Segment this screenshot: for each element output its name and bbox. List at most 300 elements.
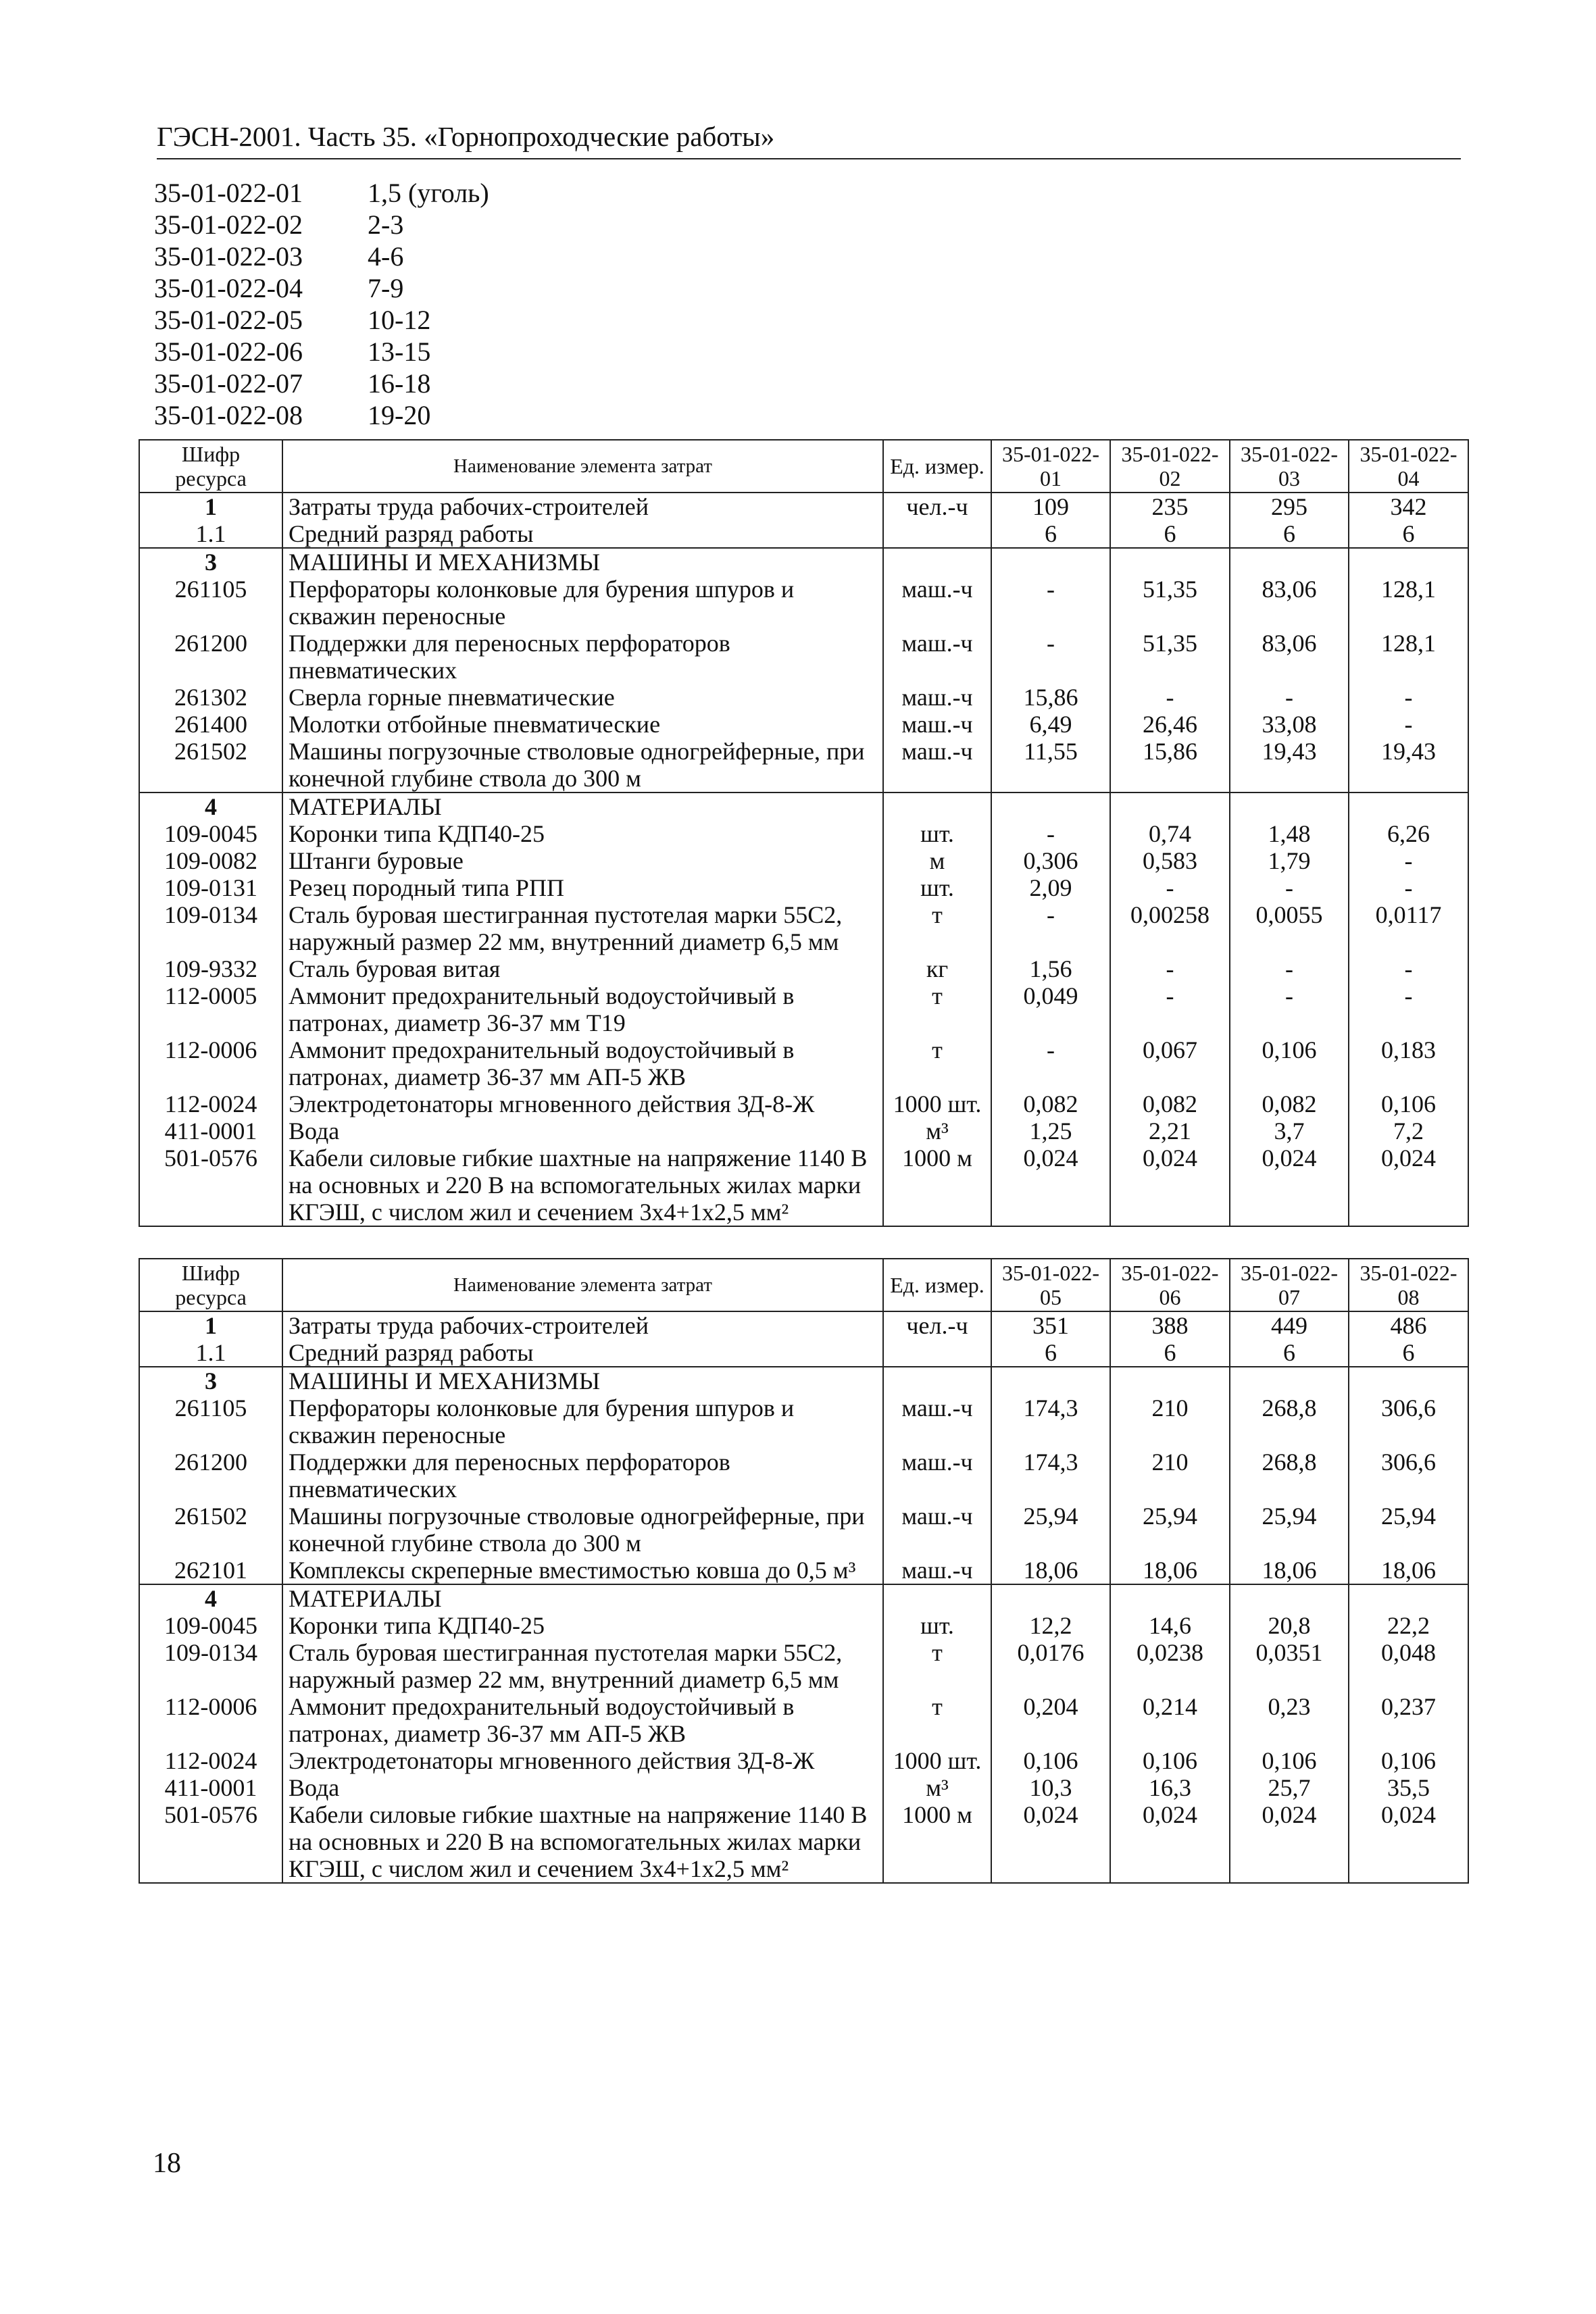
resource-code: 261105	[139, 1394, 282, 1449]
resource-name: Аммонит предохранительный водоустойчивый в патронах, диаметр 36-37 мм АП-5 ЖВ	[282, 1693, 883, 1747]
resource-value-2: 0,106	[1110, 1747, 1230, 1774]
resource-name: Коронки типа КДП40-25	[282, 1612, 883, 1639]
resource-unit: т	[883, 901, 991, 955]
resource-value-3: 1,48	[1230, 820, 1349, 847]
table-row	[139, 1090, 1468, 1117]
table-row	[139, 1503, 1468, 1557]
resource-name: Сталь буровая витая	[282, 955, 883, 982]
resource-value-3: 25,7	[1230, 1774, 1349, 1801]
resource-value-1: 11,55	[991, 738, 1110, 793]
resource-value-4	[1349, 1584, 1468, 1612]
resource-code: 1	[139, 1311, 282, 1339]
header-col-4: 35-01-022-08	[1349, 1259, 1468, 1311]
resource-value-1: 12,2	[991, 1612, 1110, 1639]
resource-value-2: 26,46	[1110, 711, 1230, 738]
resource-value-4: 0,024	[1349, 1145, 1468, 1226]
code-list-item	[154, 304, 489, 336]
resource-value-2: -	[1110, 955, 1230, 982]
resource-value-2: 388	[1110, 1311, 1230, 1339]
resource-name: Аммонит предохранительный водоустойчивый в патронах, диаметр 36-37 мм АП-5 ЖВ	[282, 1036, 883, 1090]
header-code: Шифр ресурса	[139, 1259, 282, 1311]
header-col-2: 35-01-022-02	[1110, 440, 1230, 493]
resource-value-3: -	[1230, 874, 1349, 901]
resource-value-4: 128,1	[1349, 576, 1468, 630]
resource-value-2: 0,067	[1110, 1036, 1230, 1090]
resource-value-1: 0,082	[991, 1090, 1110, 1117]
resource-name: Вода	[282, 1774, 883, 1801]
table-row	[139, 1367, 1468, 1394]
resource-unit: м³	[883, 1774, 991, 1801]
resource-value-4	[1349, 793, 1468, 820]
resource-value-1: 351	[991, 1311, 1110, 1339]
resource-value-4: -	[1349, 684, 1468, 711]
resource-name: Поддержки для переносных перфораторов пневматических	[282, 630, 883, 684]
resource-value-1: -	[991, 901, 1110, 955]
table-row	[139, 874, 1468, 901]
resource-value-1: 0,049	[991, 982, 1110, 1036]
header-name: Наименование элемента затрат	[282, 440, 883, 493]
resource-value-1	[991, 548, 1110, 576]
resource-value-2: 2,21	[1110, 1117, 1230, 1145]
resource-value-2	[1110, 793, 1230, 820]
resource-name: Поддержки для переносных перфораторов пневматических	[282, 1449, 883, 1503]
resource-value-2: 14,6	[1110, 1612, 1230, 1639]
resource-value-4: 0,237	[1349, 1693, 1468, 1747]
table-row	[139, 793, 1468, 820]
resource-value-4: 22,2	[1349, 1612, 1468, 1639]
resource-value-4: 486	[1349, 1311, 1468, 1339]
resource-code: 1	[139, 493, 282, 520]
resource-unit: чел.-ч	[883, 1311, 991, 1339]
resource-value-4: -	[1349, 711, 1468, 738]
table-row	[139, 1693, 1468, 1747]
resource-name: МАШИНЫ И МЕХАНИЗМЫ	[282, 1367, 883, 1394]
resource-code: 3	[139, 1367, 282, 1394]
resource-value-2: 51,35	[1110, 630, 1230, 684]
resource-value-3: 6	[1230, 520, 1349, 548]
resource-code: 411-0001	[139, 1774, 282, 1801]
resource-value-3: 0,024	[1230, 1801, 1349, 1883]
resource-unit	[883, 520, 991, 548]
code-list-code: 35-01-022-02	[154, 209, 303, 240]
resource-value-2: 51,35	[1110, 576, 1230, 630]
resource-name: Электродетонаторы мгновенного действия ЗД-8-Ж	[282, 1090, 883, 1117]
code-list-item	[154, 368, 489, 399]
resource-unit: 1000 м	[883, 1145, 991, 1226]
resource-code: 109-0131	[139, 874, 282, 901]
resource-name: Сталь буровая шестигранная пустотелая марки 55С2, наружный размер 22 мм, внутренний диаметр 6,5 мм	[282, 901, 883, 955]
resource-value-3: 449	[1230, 1311, 1349, 1339]
resource-name: Затраты труда рабочих-строителей	[282, 1311, 883, 1339]
table-row	[139, 847, 1468, 874]
table-row	[139, 982, 1468, 1036]
resource-value-4: 6	[1349, 520, 1468, 548]
resource-value-2: 210	[1110, 1394, 1230, 1449]
resource-value-2: 6	[1110, 520, 1230, 548]
resource-name: Вода	[282, 1117, 883, 1145]
resource-value-2	[1110, 1367, 1230, 1394]
resource-name: Затраты труда рабочих-строителей	[282, 493, 883, 520]
resource-name: Машины погрузочные стволовые одногрейферные, при конечной глубине ствола до 300 м	[282, 738, 883, 793]
table-row	[139, 1394, 1468, 1449]
code-list-code: 35-01-022-01	[154, 178, 303, 208]
table-row	[139, 738, 1468, 793]
resource-name: Средний разряд работы	[282, 520, 883, 548]
resource-unit: т	[883, 1693, 991, 1747]
table-row	[139, 1612, 1468, 1639]
code-list-code: 35-01-022-05	[154, 305, 303, 335]
resource-value-2: 0,583	[1110, 847, 1230, 874]
resource-unit: кг	[883, 955, 991, 982]
resource-unit	[883, 1367, 991, 1394]
resource-value-4: -	[1349, 955, 1468, 982]
resource-unit: шт.	[883, 820, 991, 847]
resource-value-2: 235	[1110, 493, 1230, 520]
resource-value-1: 174,3	[991, 1449, 1110, 1503]
resource-value-2: -	[1110, 684, 1230, 711]
table-row	[139, 711, 1468, 738]
resource-value-1	[991, 1367, 1110, 1394]
table-row	[139, 1311, 1468, 1339]
resource-unit: маш.-ч	[883, 684, 991, 711]
resource-unit	[883, 1339, 991, 1367]
resource-value-4	[1349, 548, 1468, 576]
resource-unit: маш.-ч	[883, 1449, 991, 1503]
resource-value-3: 0,106	[1230, 1036, 1349, 1090]
resource-value-1: 0,0176	[991, 1639, 1110, 1693]
code-list-item	[154, 336, 489, 368]
resource-value-1	[991, 793, 1110, 820]
resource-value-2: -	[1110, 874, 1230, 901]
resource-name: Сверла горные пневматические	[282, 684, 883, 711]
resource-value-1: 1,25	[991, 1117, 1110, 1145]
header-code: Шифр ресурса	[139, 440, 282, 493]
resource-value-3: 0,106	[1230, 1747, 1349, 1774]
resource-code: 112-0024	[139, 1747, 282, 1774]
resource-name: Перфораторы колонковые для бурения шпуров и скважин переносные	[282, 576, 883, 630]
resource-name: Сталь буровая шестигранная пустотелая марки 55С2, наружный размер 22 мм, внутренний диаметр 6,5 мм	[282, 1639, 883, 1693]
resource-value-1: 15,86	[991, 684, 1110, 711]
resource-unit	[883, 793, 991, 820]
resource-value-3: 1,79	[1230, 847, 1349, 874]
code-list-item	[154, 241, 489, 272]
resource-unit: 1000 шт.	[883, 1090, 991, 1117]
resource-value-1: 174,3	[991, 1394, 1110, 1449]
resource-unit: м	[883, 847, 991, 874]
resource-code: 109-9332	[139, 955, 282, 982]
resource-value-3: 20,8	[1230, 1612, 1349, 1639]
resource-value-3: 0,0351	[1230, 1639, 1349, 1693]
resource-value-2: 0,0238	[1110, 1639, 1230, 1693]
code-list-value: 4-6	[368, 241, 404, 272]
table-row	[139, 576, 1468, 630]
resource-value-4: 306,6	[1349, 1394, 1468, 1449]
resource-value-4: 306,6	[1349, 1449, 1468, 1503]
header-col-1: 35-01-022-01	[991, 440, 1110, 493]
table-row	[139, 1584, 1468, 1612]
resource-value-4: 128,1	[1349, 630, 1468, 684]
resource-code: 501-0576	[139, 1801, 282, 1883]
resource-value-3: 0,082	[1230, 1090, 1349, 1117]
resource-value-3: 18,06	[1230, 1557, 1349, 1584]
resource-value-3	[1230, 1584, 1349, 1612]
resource-table-2	[139, 1258, 1469, 1884]
resource-value-4: 18,06	[1349, 1557, 1468, 1584]
resource-value-4: 0,0117	[1349, 901, 1468, 955]
table-row	[139, 1557, 1468, 1584]
resource-value-4: 19,43	[1349, 738, 1468, 793]
resource-name: МАТЕРИАЛЫ	[282, 1584, 883, 1612]
resource-value-3: 19,43	[1230, 738, 1349, 793]
resource-value-3	[1230, 1367, 1349, 1394]
resource-value-2: 0,024	[1110, 1145, 1230, 1226]
page-number: 18	[153, 2148, 181, 2179]
resource-value-1: 25,94	[991, 1503, 1110, 1557]
resource-value-1: 6	[991, 1339, 1110, 1367]
resource-value-2: 15,86	[1110, 738, 1230, 793]
table-row	[139, 684, 1468, 711]
code-list-item	[154, 272, 489, 304]
resource-value-1: 6	[991, 520, 1110, 548]
resource-value-4: -	[1349, 874, 1468, 901]
code-list-value: 1,5 (уголь)	[368, 178, 489, 208]
resource-name: Штанги буровые	[282, 847, 883, 874]
resource-unit: маш.-ч	[883, 1394, 991, 1449]
resource-code: 411-0001	[139, 1117, 282, 1145]
resource-value-2	[1110, 1584, 1230, 1612]
resource-name: Коронки типа КДП40-25	[282, 820, 883, 847]
resource-value-4: 0,106	[1349, 1747, 1468, 1774]
resource-value-1: -	[991, 576, 1110, 630]
resource-value-2: 16,3	[1110, 1774, 1230, 1801]
code-list-value: 10-12	[368, 305, 431, 335]
resource-value-3: -	[1230, 982, 1349, 1036]
header-col-3: 35-01-022-03	[1230, 440, 1349, 493]
resource-code: 261302	[139, 684, 282, 711]
resource-name: Кабели силовые гибкие шахтные на напряжение 1140 В на основных и 220 В на вспомогательных жилах марки КГЭШ, с числом жил и сечением 3x4+1x2,5 мм²	[282, 1801, 883, 1883]
code-list-code: 35-01-022-03	[154, 241, 303, 272]
code-list-item	[154, 399, 489, 431]
code-list-code: 35-01-022-06	[154, 336, 303, 367]
table-row	[139, 901, 1468, 955]
header-unit: Ед. измер.	[883, 440, 991, 493]
code-list-code: 35-01-022-04	[154, 273, 303, 303]
resource-value-1: 0,106	[991, 1747, 1110, 1774]
resource-value-4: 0,183	[1349, 1036, 1468, 1090]
resource-unit: маш.-ч	[883, 576, 991, 630]
resource-value-2: 0,024	[1110, 1801, 1230, 1883]
resource-value-3: 0,024	[1230, 1145, 1349, 1226]
resource-name: Перфораторы колонковые для бурения шпуров и скважин переносные	[282, 1394, 883, 1449]
resource-value-3: 3,7	[1230, 1117, 1349, 1145]
resource-value-3: -	[1230, 955, 1349, 982]
table-row	[139, 1639, 1468, 1693]
resource-value-2: 210	[1110, 1449, 1230, 1503]
resource-code: 261400	[139, 711, 282, 738]
resource-unit: т	[883, 982, 991, 1036]
resource-unit: маш.-ч	[883, 1557, 991, 1584]
resource-value-4: -	[1349, 847, 1468, 874]
resource-value-2: 25,94	[1110, 1503, 1230, 1557]
table-row	[139, 493, 1468, 520]
resource-code: 109-0045	[139, 820, 282, 847]
code-list-value: 7-9	[368, 273, 404, 303]
resource-value-1: 0,024	[991, 1145, 1110, 1226]
resource-value-4: 25,94	[1349, 1503, 1468, 1557]
resource-unit: т	[883, 1036, 991, 1090]
resource-unit: т	[883, 1639, 991, 1693]
resource-unit: шт.	[883, 1612, 991, 1639]
resource-value-1: 18,06	[991, 1557, 1110, 1584]
header-col-3: 35-01-022-07	[1230, 1259, 1349, 1311]
resource-value-1: 6,49	[991, 711, 1110, 738]
resource-value-3: -	[1230, 684, 1349, 711]
resource-code: 4	[139, 793, 282, 820]
resource-value-3: 83,06	[1230, 630, 1349, 684]
resource-value-4: 0,048	[1349, 1639, 1468, 1693]
resource-value-3: 268,8	[1230, 1394, 1349, 1449]
resource-value-4: 7,2	[1349, 1117, 1468, 1145]
header-col-1: 35-01-022-05	[991, 1259, 1110, 1311]
resource-value-1	[991, 1584, 1110, 1612]
resource-code: 261502	[139, 1503, 282, 1557]
table-row	[139, 1036, 1468, 1090]
table-row	[139, 820, 1468, 847]
resource-value-2: 18,06	[1110, 1557, 1230, 1584]
resource-value-4: -	[1349, 982, 1468, 1036]
table-row	[139, 548, 1468, 576]
resource-value-2: -	[1110, 982, 1230, 1036]
resource-code: 1.1	[139, 1339, 282, 1367]
resource-code: 109-0134	[139, 901, 282, 955]
table-row	[139, 1747, 1468, 1774]
table-row	[139, 1801, 1468, 1883]
resource-name: Машины погрузочные стволовые одногрейферные, при конечной глубине ствола до 300 м	[282, 1503, 883, 1557]
resource-value-2: 0,00258	[1110, 901, 1230, 955]
resource-value-3: 0,0055	[1230, 901, 1349, 955]
resource-code: 501-0576	[139, 1145, 282, 1226]
resource-unit: чел.-ч	[883, 493, 991, 520]
resource-name: Аммонит предохранительный водоустойчивый в патронах, диаметр 36-37 мм Т19	[282, 982, 883, 1036]
resource-value-2	[1110, 548, 1230, 576]
code-list-item	[154, 209, 489, 241]
resource-code: 3	[139, 548, 282, 576]
resource-value-4	[1349, 1367, 1468, 1394]
resource-code: 112-0005	[139, 982, 282, 1036]
resource-value-3: 6	[1230, 1339, 1349, 1367]
resource-value-2: 0,082	[1110, 1090, 1230, 1117]
header-title: ГЭСН-2001. Часть 35. «Горнопроходческие работы»	[157, 121, 775, 152]
table-row	[139, 1117, 1468, 1145]
resource-value-1: -	[991, 820, 1110, 847]
resource-unit: маш.-ч	[883, 1503, 991, 1557]
header-col-2: 35-01-022-06	[1110, 1259, 1230, 1311]
resource-unit: маш.-ч	[883, 630, 991, 684]
resource-unit: 1000 шт.	[883, 1747, 991, 1774]
resource-value-1: 0,306	[991, 847, 1110, 874]
code-list-value: 16-18	[368, 368, 431, 399]
resource-value-4: 35,5	[1349, 1774, 1468, 1801]
header-unit: Ед. измер.	[883, 1259, 991, 1311]
resource-value-4: 6	[1349, 1339, 1468, 1367]
code-list-value: 19-20	[368, 400, 431, 430]
resource-value-1: 0,204	[991, 1693, 1110, 1747]
resource-value-3: 295	[1230, 493, 1349, 520]
page-header	[157, 120, 1461, 159]
code-list-item	[154, 177, 489, 209]
resource-unit	[883, 1584, 991, 1612]
resource-name: МАТЕРИАЛЫ	[282, 793, 883, 820]
code-list-code: 35-01-022-08	[154, 400, 303, 430]
resource-name: Кабели силовые гибкие шахтные на напряжение 1140 В на основных и 220 В на вспомогательных жилах марки КГЭШ, с числом жил и сечением 3x4+1x2,5 мм²	[282, 1145, 883, 1226]
code-list-value: 13-15	[368, 336, 431, 367]
resource-code: 261502	[139, 738, 282, 793]
table-header-row	[139, 440, 1468, 493]
resource-value-4: 0,024	[1349, 1801, 1468, 1883]
resource-value-1: 10,3	[991, 1774, 1110, 1801]
resource-unit: маш.-ч	[883, 738, 991, 793]
resource-value-3	[1230, 793, 1349, 820]
resource-value-3: 25,94	[1230, 1503, 1349, 1557]
resource-unit: м³	[883, 1117, 991, 1145]
resource-value-1: 109	[991, 493, 1110, 520]
resource-value-3: 0,23	[1230, 1693, 1349, 1747]
resource-name: Средний разряд работы	[282, 1339, 883, 1367]
table-row	[139, 1449, 1468, 1503]
resource-value-2: 0,214	[1110, 1693, 1230, 1747]
table-header-row	[139, 1259, 1468, 1311]
resource-name: Электродетонаторы мгновенного действия ЗД-8-Ж	[282, 1747, 883, 1774]
header-name: Наименование элемента затрат	[282, 1259, 883, 1311]
table-row	[139, 1145, 1468, 1226]
resource-name: Молотки отбойные пневматические	[282, 711, 883, 738]
resource-name: МАШИНЫ И МЕХАНИЗМЫ	[282, 548, 883, 576]
code-list-value: 2-3	[368, 209, 404, 240]
resource-code: 112-0006	[139, 1693, 282, 1747]
table-row	[139, 1774, 1468, 1801]
resource-code: 1.1	[139, 520, 282, 548]
header-col-4: 35-01-022-04	[1349, 440, 1468, 493]
resource-name: Резец породный типа РПП	[282, 874, 883, 901]
resource-value-1: 0,024	[991, 1801, 1110, 1883]
resource-value-2: 0,74	[1110, 820, 1230, 847]
resource-code: 261200	[139, 1449, 282, 1503]
resource-value-1: -	[991, 1036, 1110, 1090]
resource-value-4: 342	[1349, 493, 1468, 520]
resource-value-1: 1,56	[991, 955, 1110, 982]
resource-name: Комплексы скреперные вместимостью ковша до 0,5 м³	[282, 1557, 883, 1584]
resource-code: 4	[139, 1584, 282, 1612]
code-list-code: 35-01-022-07	[154, 368, 303, 399]
table-row	[139, 955, 1468, 982]
resource-value-1: 2,09	[991, 874, 1110, 901]
resource-value-3	[1230, 548, 1349, 576]
resource-unit: 1000 м	[883, 1801, 991, 1883]
resource-value-2: 6	[1110, 1339, 1230, 1367]
resource-table-1	[139, 439, 1469, 1227]
resource-value-4: 0,106	[1349, 1090, 1468, 1117]
resource-code: 109-0082	[139, 847, 282, 874]
resource-code: 109-0134	[139, 1639, 282, 1693]
resource-unit: шт.	[883, 874, 991, 901]
table-row	[139, 520, 1468, 548]
code-list	[154, 177, 489, 431]
resource-value-1: -	[991, 630, 1110, 684]
table-row	[139, 630, 1468, 684]
resource-code: 112-0024	[139, 1090, 282, 1117]
resource-code: 109-0045	[139, 1612, 282, 1639]
resource-value-3: 83,06	[1230, 576, 1349, 630]
